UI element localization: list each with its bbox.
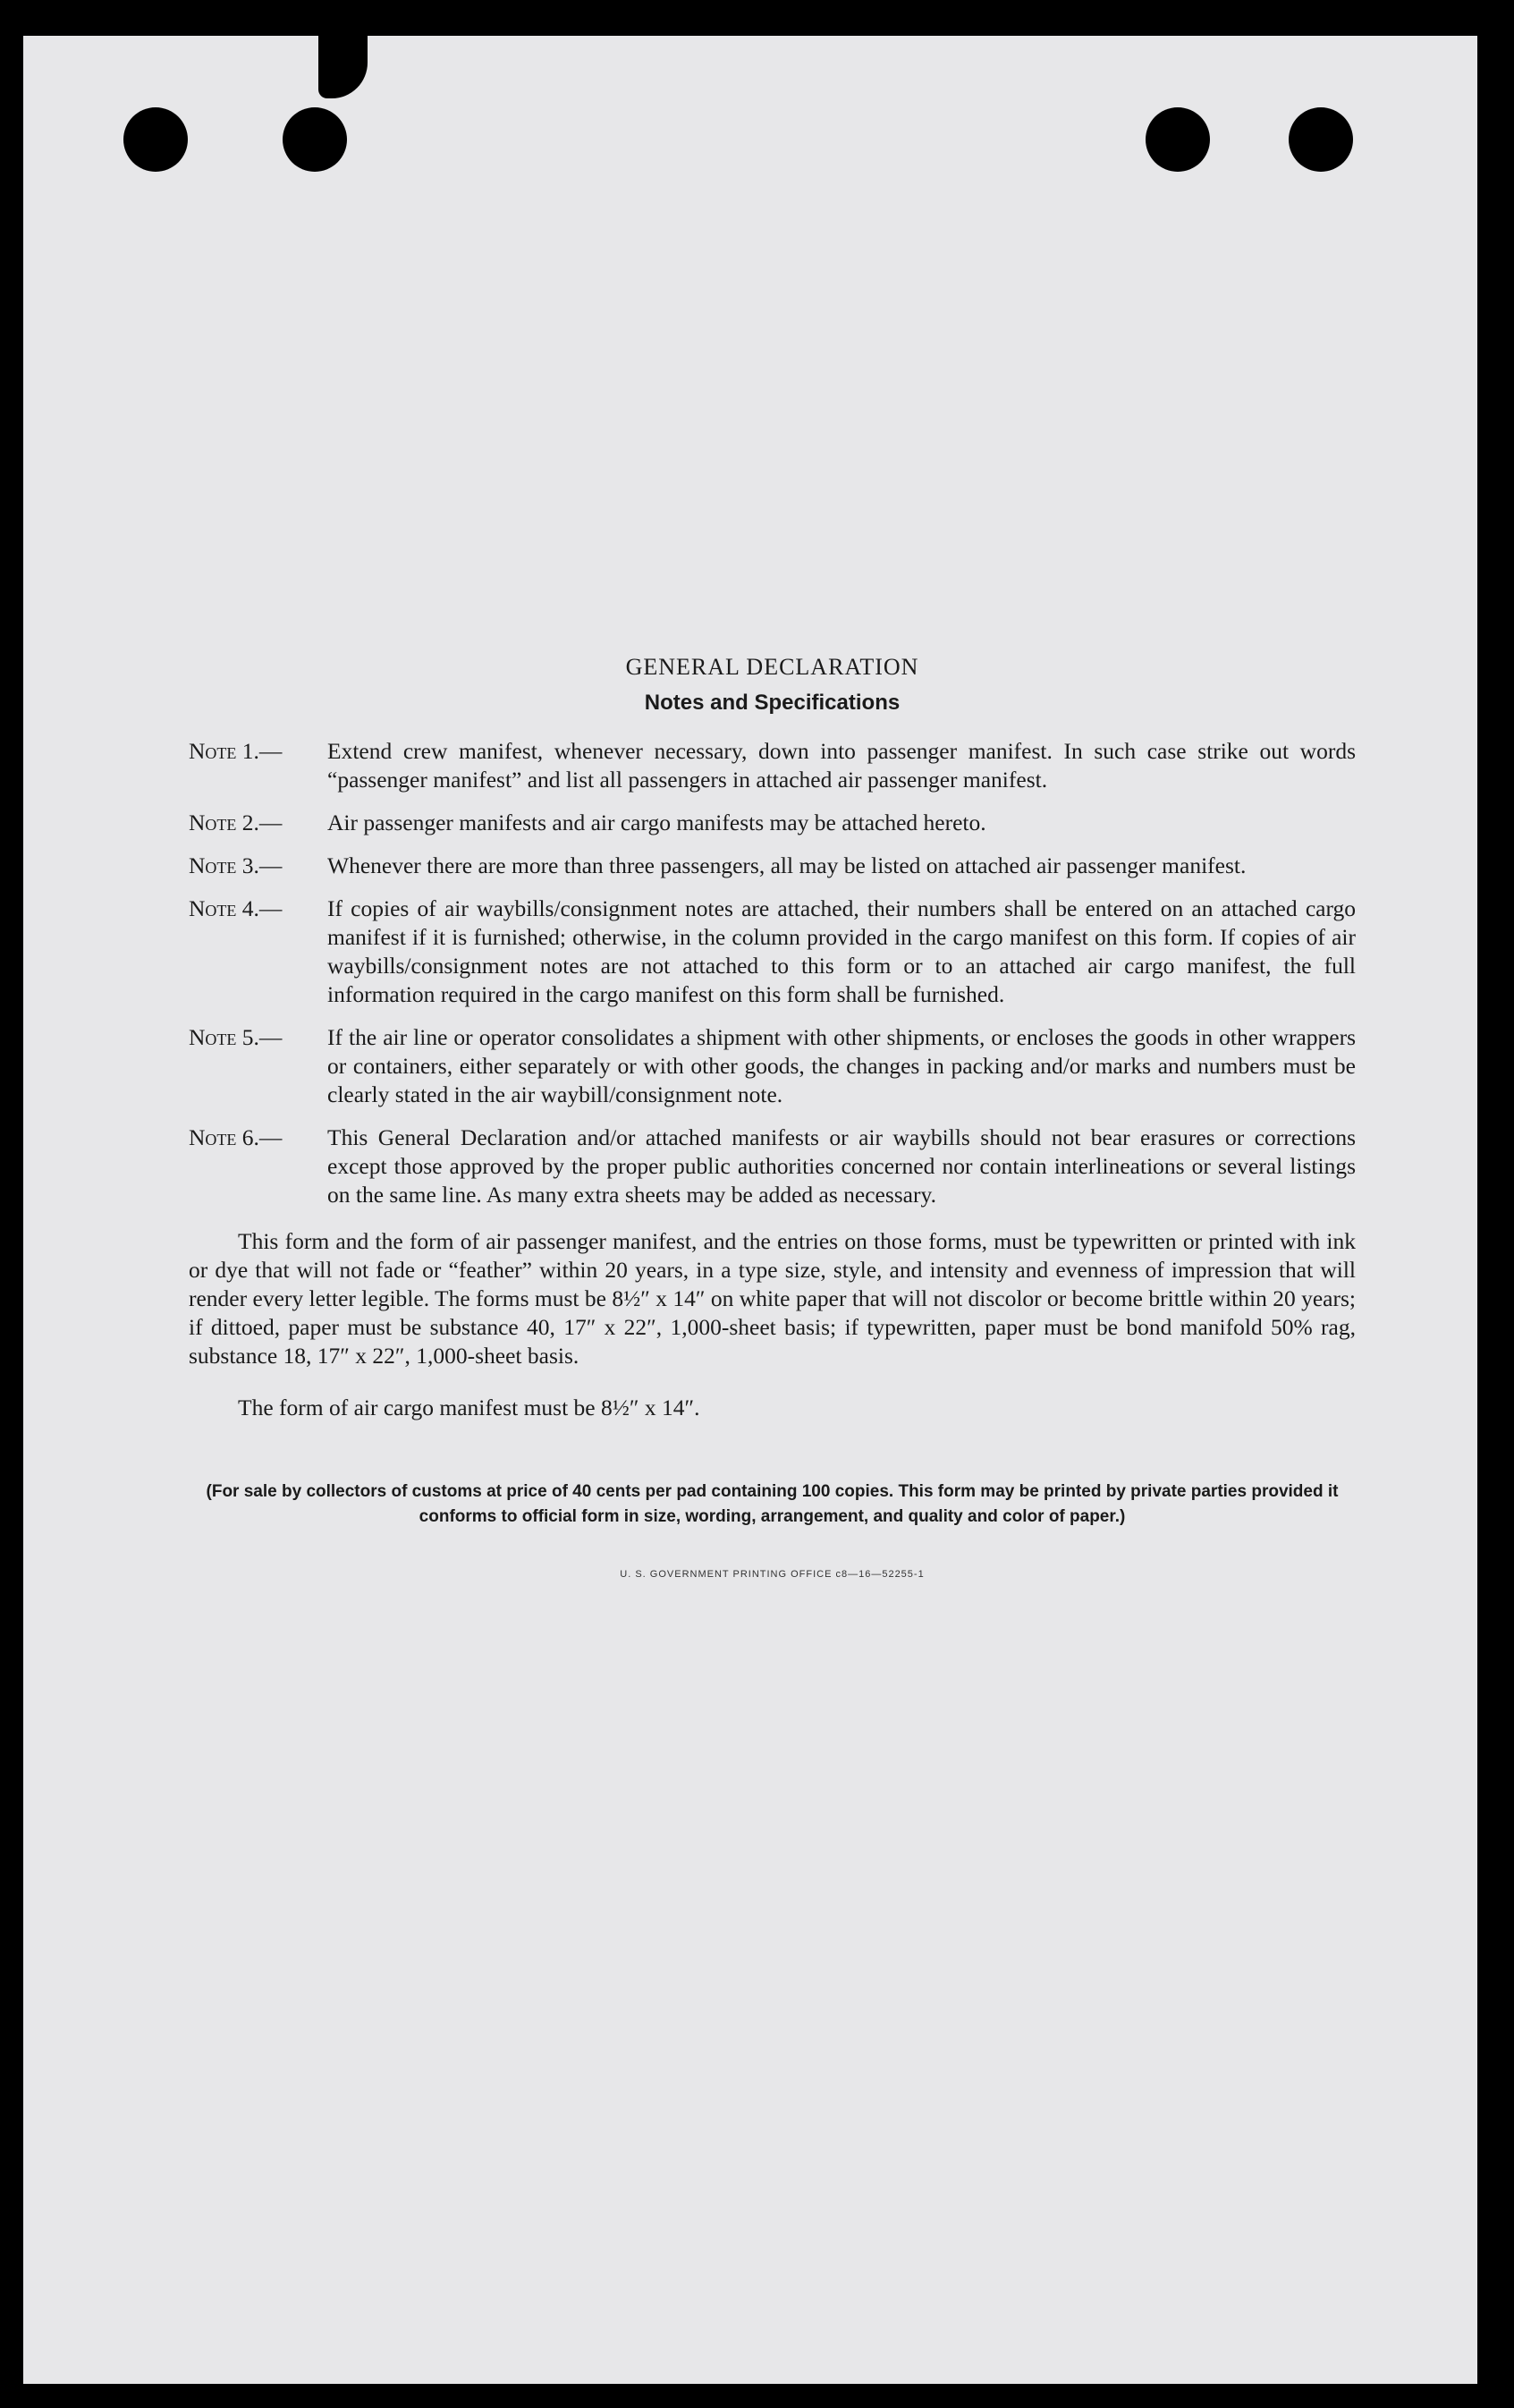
cargo-manifest-size-paragraph: The form of air cargo manifest must be 8½″ x 14″. xyxy=(238,1394,700,1420)
punch-hole-right-outer xyxy=(1289,107,1353,172)
note-2 xyxy=(189,809,1356,837)
note-label: Note 3.— xyxy=(189,852,283,878)
note-text: Air passenger manifests and air cargo manifests may be attached hereto. xyxy=(327,810,986,835)
note-5 xyxy=(189,1023,1356,1109)
declaration-notes xyxy=(189,653,1356,1589)
printer-imprint: U. S. GOVERNMENT PRINTING OFFICE c8—16—52255-1 xyxy=(620,1568,925,1580)
note-label: Note 1.— xyxy=(189,738,283,764)
document-page xyxy=(23,36,1477,2384)
note-4 xyxy=(189,895,1356,1009)
note-label: Note 2.— xyxy=(189,810,283,835)
torn-corner-mark xyxy=(318,36,368,98)
note-text: Extend crew manifest, whenever necessary, down into passenger manifest. In such case strike out words “passenger manifest” and list all passengers in attached air passenger manifest. xyxy=(327,738,1356,793)
note-label: Note 5.— xyxy=(189,1024,283,1050)
paper-specification-paragraph: This form and the form of air passenger manifest, and the entries on those forms, must be typewritten or printed with ink or dye that will not fade or “feather” within 20 years, in a type size, style, and intensity and evenness of impression that will render every letter legible. The forms must be 8½″ x 14″ on white paper that will not discolor or become brittle within 20 years; if dittoed, paper must be substance 40, 17″ x 22″, 1,000-sheet basis; if typewritten, paper must be bond manifold 50% rag, substance 18, 17″ x 22″, 1,000-sheet basis. xyxy=(189,1228,1356,1369)
punch-hole-left-outer xyxy=(123,107,188,172)
note-label: Note 6.— xyxy=(189,1124,283,1150)
punch-hole-left-inner xyxy=(283,107,347,172)
note-6 xyxy=(189,1123,1356,1209)
note-3 xyxy=(189,852,1356,880)
note-text: This General Declaration and/or attached manifests or air waybills should not bear erasures or corrections except those approved by the proper public authorities concerned nor contain interlineations or several listings on the same line. As many extra sheets may be added as necessary. xyxy=(327,1124,1356,1208)
punch-hole-right-inner xyxy=(1146,107,1210,172)
document-subtitle: Notes and Specifications xyxy=(644,691,901,715)
note-text: If copies of air waybills/consignment notes are attached, their numbers shall be entered on an attached cargo manifest if it is furnished; otherwise, in the column provided in the cargo manifest on this form. If copies of air waybills/consignment notes are not attached to this form or to an attached air cargo manifest, the full information required in the cargo manifest on this form shall be furnished. xyxy=(327,895,1356,1007)
note-text: If the air line or operator consolidates a shipment with other shipments, or encloses the goods in other wrappers or containers, either separately or with other goods, the changes in packing and/or marks and numbers must be clearly stated in the air waybill/consignment note. xyxy=(327,1024,1356,1107)
document-title: GENERAL DECLARATION xyxy=(625,654,919,680)
sale-notice: (For sale by collectors of customs at price of 40 cents per pad containing 100 copies. This form may be printed by private parties provided it conforms to official form in size, wording, arrangement, and quality and color of paper.) xyxy=(206,1481,1339,1526)
note-label: Note 4.— xyxy=(189,895,283,921)
note-text: Whenever there are more than three passengers, all may be listed on attached air passenger manifest. xyxy=(327,852,1247,878)
note-1 xyxy=(189,737,1356,794)
